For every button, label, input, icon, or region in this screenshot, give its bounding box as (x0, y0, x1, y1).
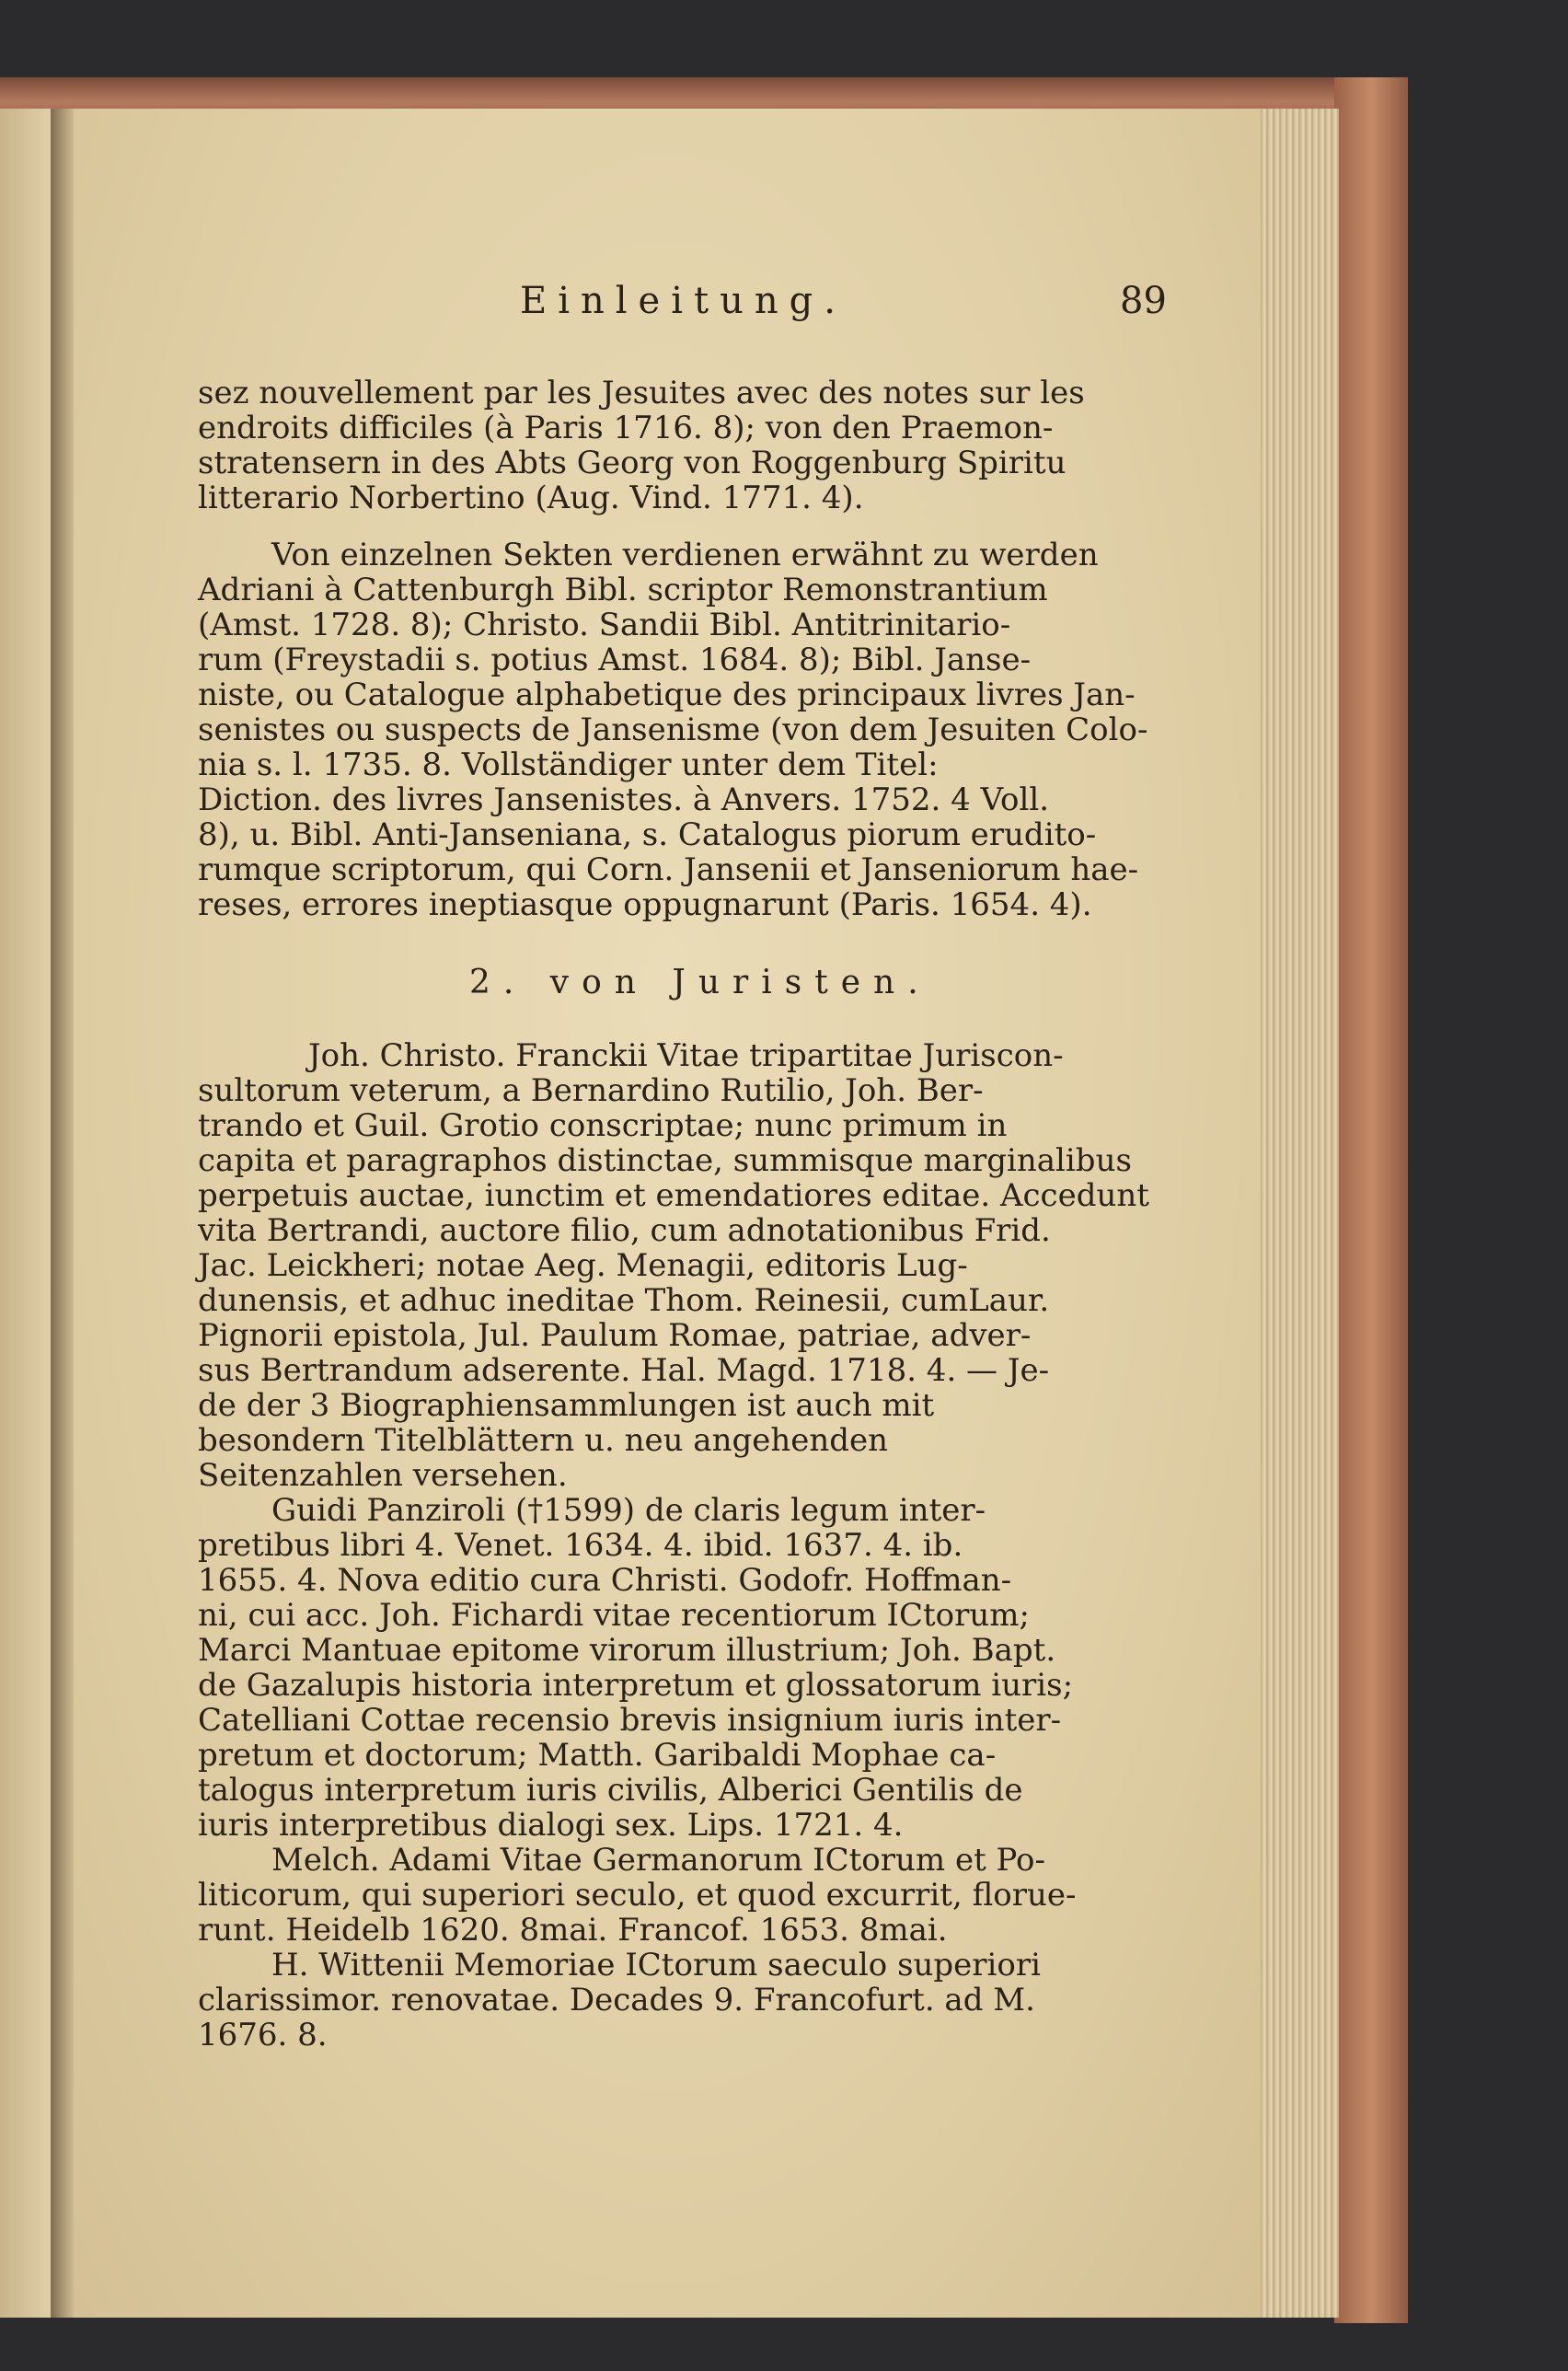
text-line: liticorum, qui superiori seculo, et quod excurrit, florue- (198, 1877, 1077, 1914)
text-line: ni, cui acc. Joh. Fichardi vitae recentiorum ICtorum; (198, 1597, 1030, 1634)
text-line: de der 3 Biographiensammlungen ist auch mit (198, 1387, 935, 1424)
text-line: rum (Freystadii s. potius Amst. 1684. 8); Bibl. Janse- (198, 642, 1032, 678)
text-line: Marci Mantuae epitome virorum illustrium; Joh. Bapt. (198, 1632, 1056, 1669)
text-line: Pignorii epistola, Jul. Paulum Romae, patriae, adver- (198, 1317, 1032, 1354)
text-line: Jac. Leickheri; notae Aeg. Menagii, editoris Lug- (198, 1247, 968, 1284)
text-line: de Gazalupis historia interpretum et glossatorum iuris; (198, 1667, 1074, 1704)
text-line: Adriani à Cattenburgh Bibl. scriptor Remonstrantium (198, 572, 1048, 608)
text-line: 8), u. Bibl. Anti-Janseniana, s. Catalogus piorum erudito- (198, 816, 1097, 853)
section-heading: 2. von Juristen. (469, 964, 931, 1001)
text-line: Seitenzahlen versehen. (198, 1457, 568, 1494)
page-number: 89 (1120, 280, 1167, 322)
book-cover-right-edge (1334, 77, 1408, 2323)
text-line: runt. Heidelb 1620. 8mai. Francof. 1653. 8mai. (198, 1912, 948, 1949)
text-line: sultorum veterum, a Bernardino Rutilio, Joh. Ber- (198, 1072, 984, 1109)
text-line: Von einzelnen Sekten verdienen erwähnt zu werden (271, 537, 1099, 573)
text-line: litterario Norbertino (Aug. Vind. 1771. 4). (198, 480, 864, 516)
text-line: vita Bertrandi, auctore filio, cum adnotationibus Frid. (198, 1212, 1051, 1249)
text-line: 1655. 4. Nova editio cura Christi. Godofr. Hoffman- (198, 1562, 1012, 1599)
text-line: stratensern in des Abts Georg von Roggenburg Spiritu (198, 445, 1066, 481)
text-line: reses, errores ineptiasque oppugnarunt (Paris. 1654. 4). (198, 886, 1092, 923)
text-line: Melch. Adami Vitae Germanorum ICtorum et Po- (271, 1842, 1046, 1879)
running-head-title: Einleitung. (520, 280, 847, 322)
text-line: perpetuis auctae, iunctim et emendatiores editae. Accedunt (198, 1177, 1149, 1214)
text-line: pretibus libri 4. Venet. 1634. 4. ibid. 1637. 4. ib. (198, 1527, 963, 1564)
text-line: H. Wittenii Memoriae ICtorum saeculo superiori (271, 1947, 1042, 1984)
text-line: nia s. l. 1735. 8. Vollständiger unter dem Titel: (198, 746, 939, 783)
page-text (74, 109, 1261, 2318)
text-line: dunensis, et adhuc ineditae Thom. Reinesii, cumLaur. (198, 1282, 1050, 1319)
text-line: rumque scriptorum, qui Corn. Jansenii et Janseniorum hae- (198, 851, 1139, 888)
text-line: sus Bertrandum adserente. Hal. Magd. 1718. 4. — Je- (198, 1352, 1050, 1389)
text-line: 1676. 8. (198, 2017, 328, 2053)
text-line: capita et paragraphos distinctae, summisque marginalibus (198, 1142, 1132, 1179)
text-line: endroits difficiles (à Paris 1716. 8); von den Praemon- (198, 410, 1054, 446)
book-page (74, 109, 1261, 2318)
text-line: trando et Guil. Grotio conscriptae; nunc primum in (198, 1107, 1008, 1144)
text-line: Joh. Christo. Franckii Vitae tripartitae Juriscon- (308, 1037, 1064, 1074)
text-line: clarissimor. renovatae. Decades 9. Francofurt. ad M. (198, 1982, 1035, 2018)
text-line: senistes ou suspects de Jansenisme (von dem Jesuiten Colo- (198, 711, 1148, 748)
text-line: niste, ou Catalogue alphabetique des principaux livres Jan- (198, 677, 1136, 713)
text-line: Catelliani Cottae recensio brevis insignium iuris inter- (198, 1702, 1062, 1739)
text-line: pretum et doctorum; Matth. Garibaldi Mophae ca- (198, 1737, 997, 1774)
page-stack-edges (1256, 109, 1339, 2318)
text-line: besondern Titelblättern u. neu angehenden (198, 1422, 889, 1459)
text-line: Guidi Panziroli (†1599) de claris legum inter- (271, 1492, 986, 1529)
text-line: (Amst. 1728. 8); Christo. Sandii Bibl. Antitrinitario- (198, 607, 1011, 643)
text-line: iuris interpretibus dialogi sex. Lips. 1721. 4. (198, 1807, 904, 1844)
text-line: sez nouvellement par les Jesuites avec des notes sur les (198, 375, 1085, 411)
text-line: Diction. des livres Jansenistes. à Anvers. 1752. 4 Voll. (198, 781, 1050, 818)
text-line: talogus interpretum iuris civilis, Alberici Gentilis de (198, 1772, 1023, 1809)
